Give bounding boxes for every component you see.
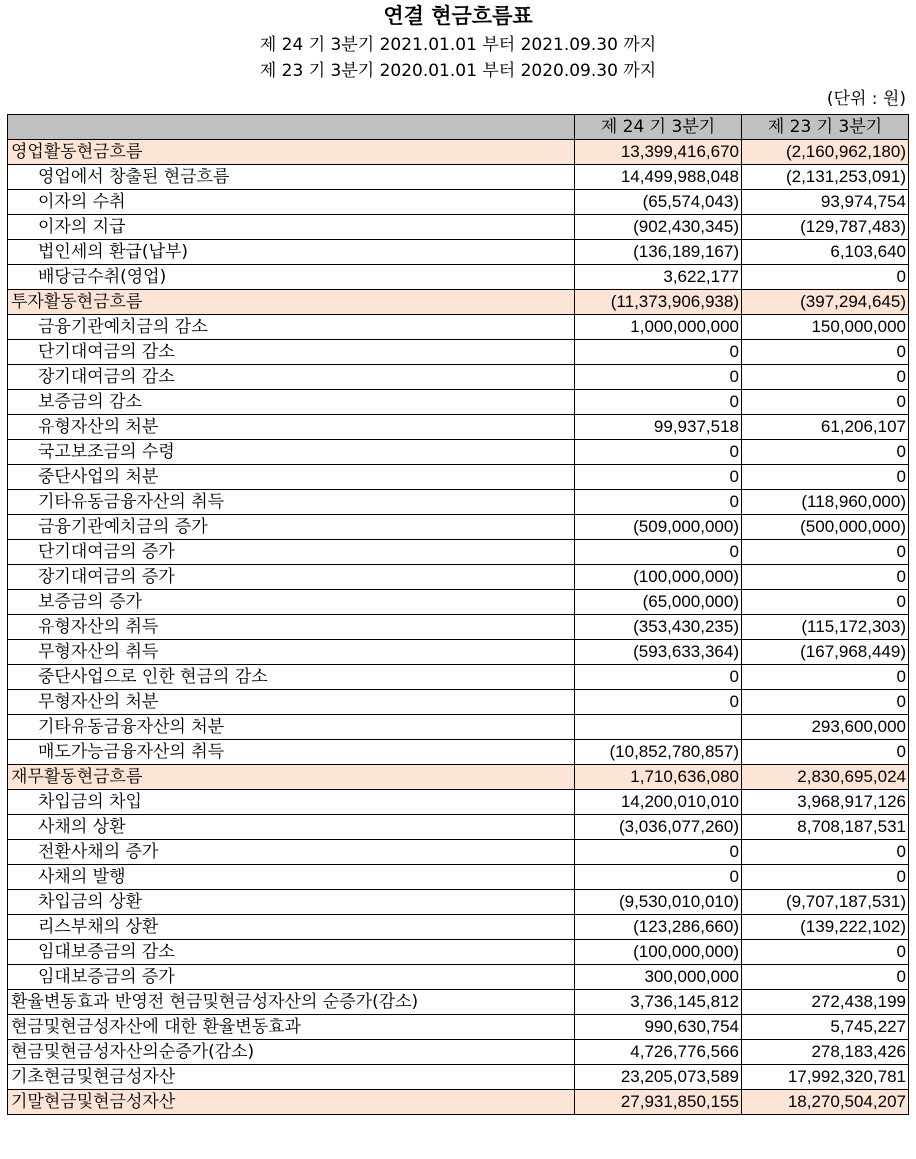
table-header-row: [8, 115, 909, 140]
row-label: 이자의 지급: [8, 215, 575, 240]
row-label: 법인세의 환급(납부): [8, 240, 575, 265]
prior-period-value: (167,968,449): [742, 640, 909, 665]
prior-period-value: 6,103,640: [742, 240, 909, 265]
row-label: 단기대여금의 증가: [8, 540, 575, 565]
row-label: 기타유동금융자산의 취득: [8, 490, 575, 515]
cash-flow-table: [7, 114, 909, 1115]
prior-period-value: (139,222,102): [742, 915, 909, 940]
row-label: 사채의 상환: [8, 815, 575, 840]
table-row: [8, 340, 909, 365]
prior-period-value: (397,294,645): [742, 290, 909, 315]
prior-period-value: (118,960,000): [742, 490, 909, 515]
prior-period-value: 3,968,917,126: [742, 790, 909, 815]
table-row: [8, 1065, 909, 1090]
row-label: 투자활동현금흐름: [8, 290, 575, 315]
current-period-value: 4,726,776,566: [575, 1040, 742, 1065]
row-label: 단기대여금의 감소: [8, 340, 575, 365]
table-row: [8, 315, 909, 340]
current-period-value: 0: [575, 340, 742, 365]
row-label: 현금및현금성자산에 대한 환율변동효과: [8, 1015, 575, 1040]
row-label: 영업에서 창출된 현금흐름: [8, 165, 575, 190]
current-period-value: 99,937,518: [575, 415, 742, 440]
prior-period-value: 150,000,000: [742, 315, 909, 340]
current-period-value: 0: [575, 665, 742, 690]
prior-period-value: 0: [742, 340, 909, 365]
prior-period-value: 0: [742, 390, 909, 415]
table-row: [8, 640, 909, 665]
row-label: 장기대여금의 증가: [8, 565, 575, 590]
current-period-value: (353,430,235): [575, 615, 742, 640]
prior-period-value: 18,270,504,207: [742, 1090, 909, 1115]
table-row: [8, 715, 909, 740]
current-period-value: 1,710,636,080: [575, 765, 742, 790]
table-row: [8, 890, 909, 915]
prior-period-value: 0: [742, 690, 909, 715]
section-total-row: [8, 765, 909, 790]
row-label: 중단사업으로 인한 현금의 감소: [8, 665, 575, 690]
table-row: [8, 590, 909, 615]
table-row: [8, 915, 909, 940]
row-label: 유형자산의 처분: [8, 415, 575, 440]
row-label: 임대보증금의 감소: [8, 940, 575, 965]
period-prior: 제 23 기 3분기 2020.01.01 부터 2020.09.30 까지: [259, 61, 657, 81]
prior-period-value: (115,172,303): [742, 615, 909, 640]
table-row: [8, 665, 909, 690]
current-period-value: (11,373,906,938): [575, 290, 742, 315]
table-row: [8, 165, 909, 190]
prior-period-value: 0: [742, 740, 909, 765]
table-row: [8, 465, 909, 490]
table-row: [8, 1040, 909, 1065]
current-period-value: (100,000,000): [575, 940, 742, 965]
current-period-value: 990,630,754: [575, 1015, 742, 1040]
row-label: 중단사업의 처분: [8, 465, 575, 490]
prior-period-value: 0: [742, 540, 909, 565]
prior-period-value: 0: [742, 365, 909, 390]
table-row: [8, 840, 909, 865]
prior-period-value: 2,830,695,024: [742, 765, 909, 790]
row-label: 매도가능금융자산의 취득: [8, 740, 575, 765]
prior-period-value: 0: [742, 565, 909, 590]
table-row: [8, 865, 909, 890]
row-label: 사채의 발행: [8, 865, 575, 890]
row-label: 금융기관예치금의 감소: [8, 315, 575, 340]
prior-period-value: 0: [742, 665, 909, 690]
table-row: [8, 415, 909, 440]
current-period-value: (509,000,000): [575, 515, 742, 540]
table-row: [8, 615, 909, 640]
current-period-value: [575, 715, 742, 740]
row-label: 기타유동금융자산의 처분: [8, 715, 575, 740]
table-row: [8, 240, 909, 265]
prior-period-value: 0: [742, 265, 909, 290]
table-row: [8, 565, 909, 590]
current-period-value: 0: [575, 840, 742, 865]
current-period-value: 300,000,000: [575, 965, 742, 990]
current-period-value: 0: [575, 865, 742, 890]
row-label: 재무활동현금흐름: [8, 765, 575, 790]
current-period-value: 14,499,988,048: [575, 165, 742, 190]
column-header-prior: 제 23 기 3분기: [742, 115, 909, 140]
prior-period-value: 278,183,426: [742, 1040, 909, 1065]
current-period-value: (3,036,077,260): [575, 815, 742, 840]
row-label: 리스부채의 상환: [8, 915, 575, 940]
table-row: [8, 540, 909, 565]
table-row: [8, 265, 909, 290]
section-total-row: [8, 1090, 909, 1115]
current-period-value: (123,286,660): [575, 915, 742, 940]
current-period-value: 0: [575, 540, 742, 565]
table-row: [8, 440, 909, 465]
current-period-value: (593,633,364): [575, 640, 742, 665]
row-label: 환율변동효과 반영전 현금및현금성자산의 순증가(감소): [8, 990, 575, 1015]
row-label: 이자의 수취: [8, 190, 575, 215]
current-period-value: 0: [575, 690, 742, 715]
current-period-value: (136,189,167): [575, 240, 742, 265]
current-period-value: 0: [575, 490, 742, 515]
prior-period-value: 293,600,000: [742, 715, 909, 740]
prior-period-value: (2,160,962,180): [742, 140, 909, 165]
row-label: 현금및현금성자산의순증가(감소): [8, 1040, 575, 1065]
prior-period-value: 93,974,754: [742, 190, 909, 215]
table-row: [8, 1015, 909, 1040]
unit-label: (단위 : 원): [826, 89, 906, 109]
current-period-value: 0: [575, 465, 742, 490]
section-total-row: [8, 290, 909, 315]
row-label: 기초현금및현금성자산: [8, 1065, 575, 1090]
current-period-value: 14,200,010,010: [575, 790, 742, 815]
row-label: 임대보증금의 증가: [8, 965, 575, 990]
prior-period-value: 61,206,107: [742, 415, 909, 440]
table-row: [8, 390, 909, 415]
table-row: [8, 740, 909, 765]
row-label: 금융기관예치금의 증가: [8, 515, 575, 540]
row-label: 보증금의 감소: [8, 390, 575, 415]
row-label: 국고보조금의 수령: [8, 440, 575, 465]
prior-period-value: 0: [742, 965, 909, 990]
current-period-value: 27,931,850,155: [575, 1090, 742, 1115]
current-period-value: (10,852,780,857): [575, 740, 742, 765]
prior-period-value: 17,992,320,781: [742, 1065, 909, 1090]
period-current: 제 24 기 3분기 2021.01.01 부터 2021.09.30 까지: [259, 35, 657, 55]
current-period-value: (100,000,000): [575, 565, 742, 590]
row-label: 전환사채의 증가: [8, 840, 575, 865]
prior-period-value: 8,708,187,531: [742, 815, 909, 840]
row-label: 유형자산의 취득: [8, 615, 575, 640]
prior-period-value: 0: [742, 840, 909, 865]
prior-period-value: 0: [742, 940, 909, 965]
table-row: [8, 940, 909, 965]
prior-period-value: 0: [742, 865, 909, 890]
current-period-value: 3,622,177: [575, 265, 742, 290]
table-row: [8, 490, 909, 515]
table-row: [8, 515, 909, 540]
prior-period-value: 272,438,199: [742, 990, 909, 1015]
prior-period-value: 0: [742, 590, 909, 615]
current-period-value: 0: [575, 365, 742, 390]
section-total-row: [8, 140, 909, 165]
table-row: [8, 690, 909, 715]
row-label: 무형자산의 처분: [8, 690, 575, 715]
row-label: 배당금수취(영업): [8, 265, 575, 290]
column-header-item: [8, 115, 575, 140]
column-header-current: 제 24 기 3분기: [575, 115, 742, 140]
current-period-value: (65,000,000): [575, 590, 742, 615]
current-period-value: 1,000,000,000: [575, 315, 742, 340]
row-label: 무형자산의 취득: [8, 640, 575, 665]
current-period-value: 0: [575, 390, 742, 415]
current-period-value: 3,736,145,812: [575, 990, 742, 1015]
prior-period-value: (500,000,000): [742, 515, 909, 540]
table-row: [8, 365, 909, 390]
row-label: 영업활동현금흐름: [8, 140, 575, 165]
current-period-value: 23,205,073,589: [575, 1065, 742, 1090]
current-period-value: 13,399,416,670: [575, 140, 742, 165]
current-period-value: (902,430,345): [575, 215, 742, 240]
table-row: [8, 215, 909, 240]
prior-period-value: (2,131,253,091): [742, 165, 909, 190]
row-label: 기말현금및현금성자산: [8, 1090, 575, 1115]
prior-period-value: 0: [742, 440, 909, 465]
row-label: 차입금의 상환: [8, 890, 575, 915]
current-period-value: 0: [575, 440, 742, 465]
table-body: [8, 140, 909, 1115]
table-row: [8, 190, 909, 215]
current-period-value: (9,530,010,010): [575, 890, 742, 915]
prior-period-value: (9,707,187,531): [742, 890, 909, 915]
row-label: 장기대여금의 감소: [8, 365, 575, 390]
prior-period-value: 5,745,227: [742, 1015, 909, 1040]
table-row: [8, 990, 909, 1015]
current-period-value: (65,574,043): [575, 190, 742, 215]
row-label: 차입금의 차입: [8, 790, 575, 815]
prior-period-value: 0: [742, 465, 909, 490]
statement-title: 연결 현금흐름표: [383, 4, 533, 28]
table-row: [8, 815, 909, 840]
table-row: [8, 790, 909, 815]
prior-period-value: (129,787,483): [742, 215, 909, 240]
row-label: 보증금의 증가: [8, 590, 575, 615]
table-row: [8, 965, 909, 990]
